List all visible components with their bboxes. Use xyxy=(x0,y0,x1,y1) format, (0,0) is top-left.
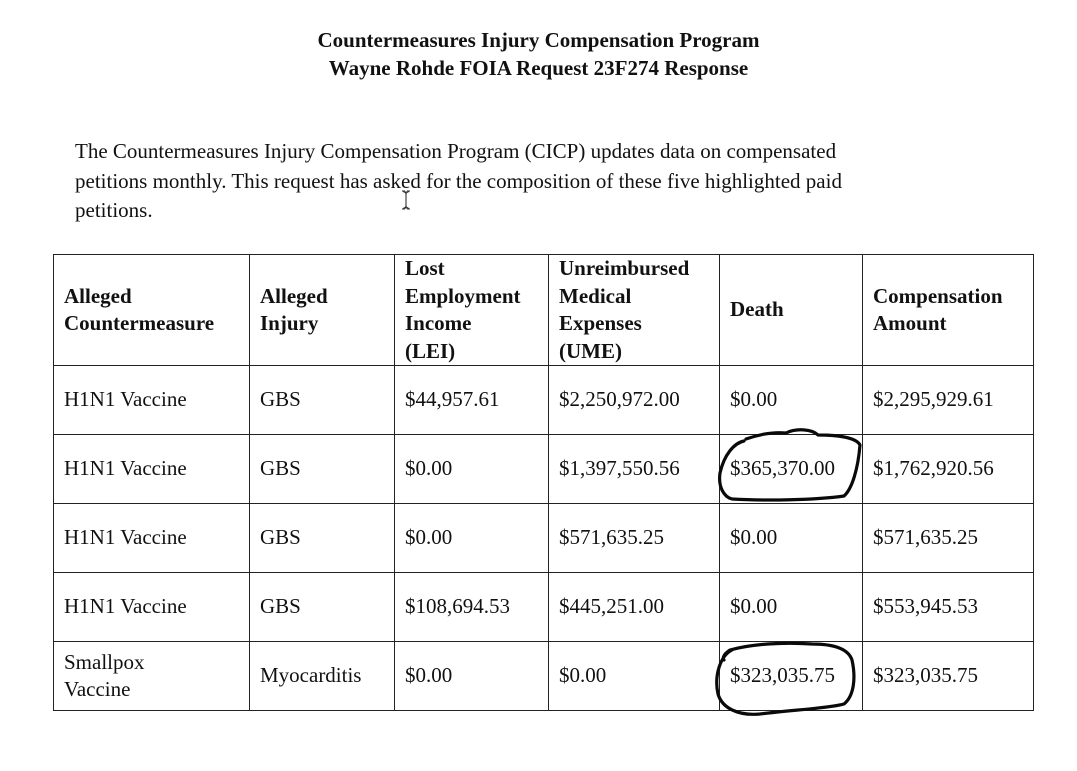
cell-injury: Myocarditis xyxy=(250,642,395,711)
cell-death: $323,035.75 xyxy=(720,642,863,711)
table-header-row xyxy=(54,255,1034,366)
table-row xyxy=(54,366,1034,435)
cell-ume: $571,635.25 xyxy=(549,504,720,573)
header-ume: Unreimbursed Medical Expenses (UME) xyxy=(549,255,720,366)
handwritten-circle-annotation xyxy=(712,642,864,716)
cell-countermeasure: H1N1 Vaccine xyxy=(54,504,250,573)
cell-ume: $445,251.00 xyxy=(549,573,720,642)
cell-injury: GBS xyxy=(250,573,395,642)
cell-lei: $0.00 xyxy=(395,435,549,504)
table-row xyxy=(54,504,1034,573)
cell-lei: $0.00 xyxy=(395,642,549,711)
cell-injury: GBS xyxy=(250,366,395,435)
cell-ume: $0.00 xyxy=(549,642,720,711)
cell-death: $0.00 xyxy=(720,504,863,573)
cell-lei: $108,694.53 xyxy=(395,573,549,642)
compensation-table xyxy=(53,254,1034,711)
cell-injury: GBS xyxy=(250,435,395,504)
cell-countermeasure: H1N1 Vaccine xyxy=(54,366,250,435)
cell-death: $0.00 xyxy=(720,573,863,642)
cell-compensation: $323,035.75 xyxy=(863,642,1034,711)
text-cursor-icon xyxy=(399,190,413,210)
document-header xyxy=(0,26,1077,82)
cell-ume: $1,397,550.56 xyxy=(549,435,720,504)
table-row xyxy=(54,642,1034,711)
intro-line-1: The Countermeasures Injury Compensation Program (CICP) updates data on compensated xyxy=(75,139,837,163)
intro-line-3: petitions. xyxy=(75,198,153,222)
header-alleged-injury: Alleged Injury xyxy=(250,255,395,366)
cell-compensation: $1,762,920.56 xyxy=(863,435,1034,504)
cell-lei: $0.00 xyxy=(395,504,549,573)
cell-compensation: $2,295,929.61 xyxy=(863,366,1034,435)
intro-line-2: petitions monthly. This request has asked for the composition of these five highlighted paid xyxy=(75,168,842,193)
cell-ume: $2,250,972.00 xyxy=(549,366,720,435)
header-death: Death xyxy=(720,255,863,366)
document-subtitle: Wayne Rohde FOIA Request 23F274 Response xyxy=(328,56,749,80)
table-body xyxy=(54,366,1034,711)
document-title: Countermeasures Injury Compensation Program xyxy=(317,28,760,52)
cell-countermeasure: H1N1 Vaccine xyxy=(54,573,250,642)
handwritten-circle-annotation xyxy=(716,429,864,511)
cell-lei: $44,957.61 xyxy=(395,366,549,435)
cell-compensation: $571,635.25 xyxy=(863,504,1034,573)
cell-countermeasure: H1N1 Vaccine xyxy=(54,435,250,504)
cell-compensation: $553,945.53 xyxy=(863,573,1034,642)
cell-injury: GBS xyxy=(250,504,395,573)
table-row xyxy=(54,435,1034,504)
cell-death: $365,370.00 xyxy=(720,435,863,504)
cell-death: $0.00 xyxy=(720,366,863,435)
table-row xyxy=(54,573,1034,642)
header-compensation-amount: Compensation Amount xyxy=(863,255,1034,366)
intro-paragraph xyxy=(75,137,975,226)
header-alleged-countermeasure: Alleged Countermeasure xyxy=(54,255,250,366)
cell-countermeasure: Smallpox Vaccine xyxy=(54,642,250,711)
header-lei: Lost Employment Income (LEI) xyxy=(395,255,549,366)
